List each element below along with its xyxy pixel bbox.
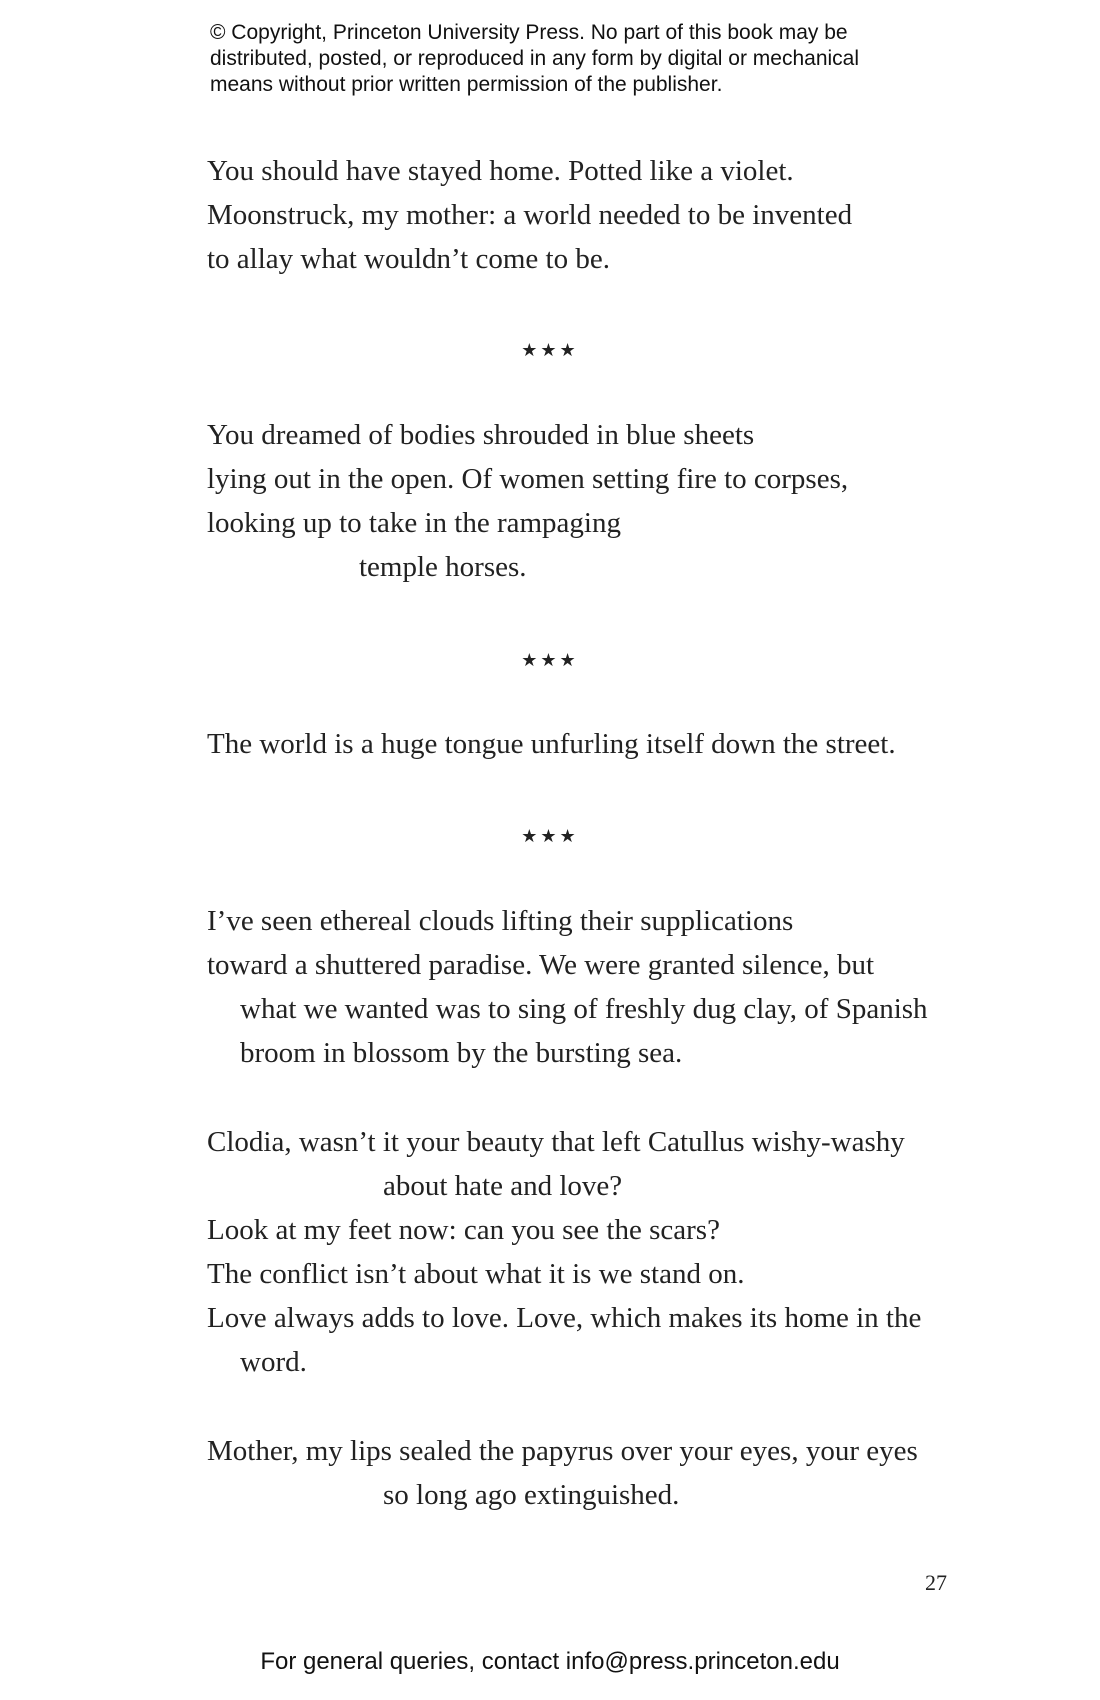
section-separator: ★★★ (521, 340, 579, 361)
page-number: 27 (925, 1570, 947, 1595)
poem-line: temple horses. (359, 551, 527, 583)
poem-line: lying out in the open. Of women setting fire to corpses, (207, 463, 849, 495)
poem-line: so long ago extinguished. (383, 1479, 680, 1511)
copyright-line: © Copyright, Princeton University Press. No part of this book may be (210, 21, 848, 44)
section-separator: ★★★ (521, 650, 579, 671)
poem-line: Clodia, wasn’t it your beauty that left Catullus wishy-washy (207, 1126, 905, 1158)
section-separator: ★★★ (521, 826, 579, 847)
poem-line: Love always adds to love. Love, which makes its home in the (207, 1302, 922, 1334)
footer-contact: For general queries, contact info@press.princeton.edu (260, 1648, 840, 1675)
poem-line: Mother, my lips sealed the papyrus over your eyes, your eyes (207, 1435, 918, 1467)
poem-line: The world is a huge tongue unfurling itself down the street. (207, 728, 896, 760)
poem-line: about hate and love? (383, 1170, 623, 1202)
poem-line: Look at my feet now: can you see the scars? (207, 1214, 720, 1246)
poem-line: The conflict isn’t about what it is we stand on. (207, 1258, 745, 1290)
copyright-line: distributed, posted, or reproduced in any form by digital or mechanical (210, 47, 860, 70)
poem-line: You dreamed of bodies shrouded in blue sheets (207, 419, 755, 451)
poem-line: toward a shuttered paradise. We were granted silence, but (207, 949, 875, 981)
poem-line: what we wanted was to sing of freshly dug clay, of Spanish (240, 993, 928, 1025)
poem-line: word. (240, 1346, 307, 1378)
poem-line: You should have stayed home. Potted like a violet. (207, 155, 794, 187)
poem-line: I’ve seen ethereal clouds lifting their supplications (207, 905, 794, 937)
poem-line: to allay what wouldn’t come to be. (207, 243, 610, 275)
copyright-line: means without prior written permission of the publisher. (210, 73, 723, 96)
copyright-notice (210, 20, 910, 98)
poem-line: looking up to take in the rampaging (207, 507, 621, 539)
poem-line: broom in blossom by the bursting sea. (240, 1037, 683, 1069)
poem-line: Moonstruck, my mother: a world needed to be invented (207, 199, 853, 231)
